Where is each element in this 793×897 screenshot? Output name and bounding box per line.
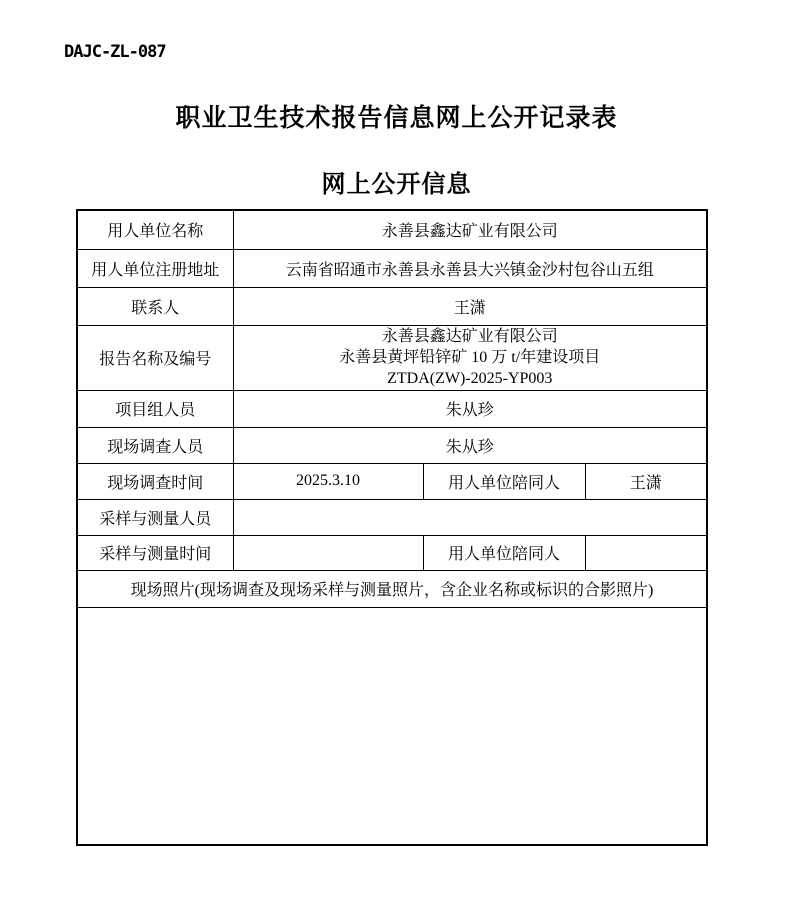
- row-sampling-time: [77, 535, 707, 570]
- project-team-label: 项目组人员: [77, 390, 233, 427]
- site-survey-personnel-label: 现场调查人员: [77, 427, 233, 463]
- info-table: [76, 209, 708, 846]
- contact-person-value: 王潇: [233, 287, 707, 325]
- site-survey-personnel-value: 朱从珍: [233, 427, 707, 463]
- row-photo-area: [77, 607, 707, 845]
- employer-address-label: 用人单位注册地址: [77, 249, 233, 287]
- row-employer-name: [77, 210, 707, 249]
- sampling-companion-label: 用人单位陪同人: [423, 535, 585, 570]
- report-line-3: ZTDA(ZW)-2025-YP003: [387, 370, 553, 387]
- sampling-time-label: 采样与测量时间: [77, 535, 233, 570]
- employer-name-label: 用人单位名称: [77, 210, 233, 249]
- row-sampling-personnel: [77, 499, 707, 535]
- site-survey-companion-value: 王潇: [585, 463, 707, 499]
- contact-person-label: 联系人: [77, 287, 233, 325]
- site-survey-time-label: 现场调查时间: [77, 463, 233, 499]
- photo-area: [77, 607, 707, 845]
- sampling-companion-value: [585, 535, 707, 570]
- report-name-number-label: 报告名称及编号: [77, 325, 233, 390]
- row-site-survey-time: [77, 463, 707, 499]
- employer-name-value: 永善县鑫达矿业有限公司: [233, 210, 707, 249]
- report-line-2: 永善县黄坪铅锌矿 10 万 t/年建设项目: [339, 349, 601, 366]
- report-line-1: 永善县鑫达矿业有限公司: [381, 328, 558, 345]
- sampling-personnel-value: [233, 499, 707, 535]
- doc-code: DAJC-ZL-087: [64, 42, 166, 62]
- row-report-name-number: [77, 325, 707, 390]
- report-name-number-value: [233, 325, 707, 390]
- row-site-survey-personnel: [77, 427, 707, 463]
- row-photo-caption: [77, 570, 707, 607]
- row-employer-address: [77, 249, 707, 287]
- sampling-time-value: [233, 535, 423, 570]
- employer-address-value: 云南省昭通市永善县永善县大兴镇金沙村包谷山五组: [233, 249, 707, 287]
- page-title: 职业卫生技术报告信息网上公开记录表: [175, 105, 618, 132]
- page-subtitle: 网上公开信息: [321, 172, 472, 198]
- project-team-value: 朱从珍: [233, 390, 707, 427]
- sampling-personnel-label: 采样与测量人员: [77, 499, 233, 535]
- photo-caption: 现场照片(现场调查及现场采样与测量照片，含企业名称或标识的合影照片): [77, 570, 707, 607]
- row-contact-person: [77, 287, 707, 325]
- row-project-team: [77, 390, 707, 427]
- site-survey-companion-label: 用人单位陪同人: [423, 463, 585, 499]
- site-survey-time-value: 2025.3.10: [233, 463, 423, 499]
